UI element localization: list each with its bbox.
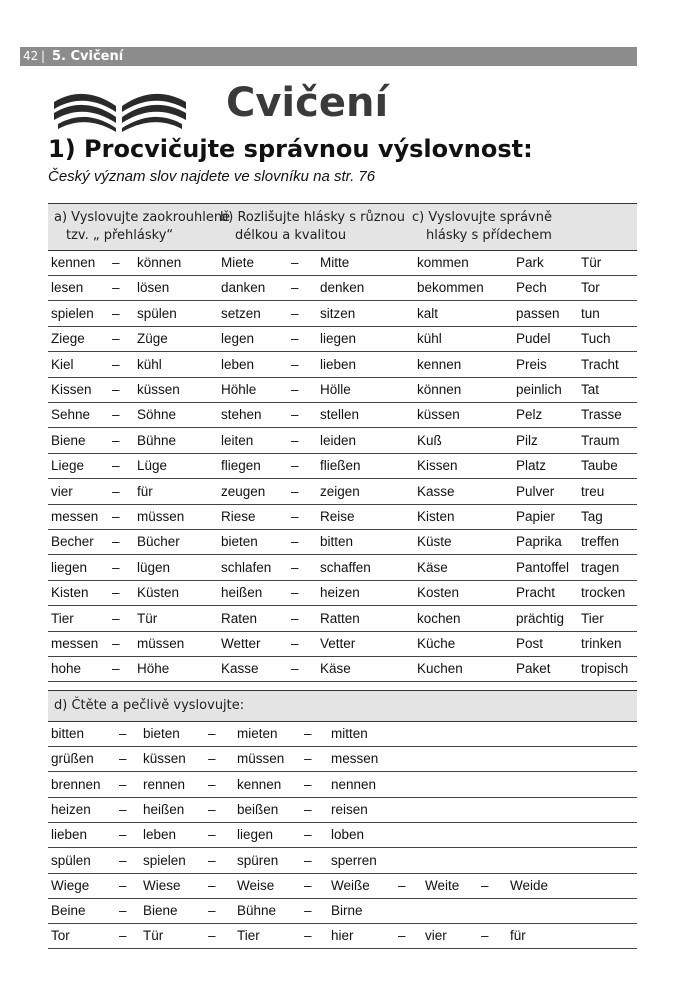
word-cell: leiten [221, 432, 254, 448]
word-cell: sperren [331, 852, 377, 868]
word-cell: mitten [331, 726, 368, 741]
section-bottom-header [48, 690, 637, 722]
table-row [48, 606, 637, 632]
col-b-header-line1: b) Rozlišujte hlásky s různou [220, 210, 405, 225]
dash-separator: – [291, 432, 299, 448]
word-cell: messen [331, 751, 379, 767]
table-row [48, 453, 637, 479]
word-cell: müssen [237, 751, 285, 767]
word-cell: Liege [51, 458, 85, 474]
table-row [48, 402, 637, 428]
dash-separator: – [291, 585, 299, 601]
dash-separator: – [291, 610, 299, 626]
word-cell: tun [581, 305, 600, 321]
header-separator: | [41, 49, 46, 63]
dash-separator: – [112, 509, 120, 524]
word-cell: Pudel [516, 331, 551, 347]
word-cell: kühl [417, 331, 442, 347]
word-cell: Weiße [331, 877, 370, 893]
section-d-heading: d) Čtěte a pečlivě vyslovujte: [54, 698, 245, 713]
dash-separator: – [208, 801, 216, 817]
word-cell: Taube [581, 458, 618, 474]
table-row [48, 656, 637, 682]
table-row [48, 822, 637, 848]
dash-separator: – [291, 559, 299, 575]
word-cell: bieten [221, 534, 258, 550]
word-cell: küssen [143, 751, 186, 767]
word-cell: messen [51, 636, 99, 651]
word-cell: Tür [581, 255, 602, 270]
dash-separator: – [112, 382, 120, 397]
word-cell: müssen [137, 636, 185, 651]
table-row [48, 721, 637, 747]
dash-separator: – [112, 432, 120, 448]
table-row [48, 580, 637, 606]
word-cell: Tier [237, 928, 260, 944]
word-cell: Beine [51, 903, 86, 919]
word-cell: Tier [51, 610, 74, 626]
word-cell: Bücher [137, 534, 180, 550]
word-cell: heißen [143, 801, 185, 817]
dash-separator: – [304, 903, 312, 919]
word-cell: Trasse [581, 407, 622, 423]
dash-separator: – [291, 407, 299, 423]
word-cell: küssen [417, 407, 460, 423]
word-cell: Kiel [51, 356, 74, 372]
word-cell: kommen [417, 255, 469, 270]
table-row [48, 898, 637, 924]
dash-separator: – [112, 610, 120, 626]
word-cell: vier [425, 928, 447, 944]
word-cell: bitten [320, 534, 354, 550]
word-cell: Weide [510, 877, 549, 893]
word-cell: Ratten [320, 610, 360, 626]
word-cell: Biene [51, 432, 86, 448]
word-cell: zeigen [320, 483, 360, 499]
word-cell: legen [221, 331, 255, 347]
word-cell: stehen [221, 407, 262, 423]
word-cell: fliegen [221, 458, 261, 474]
word-cell: Bühne [137, 432, 177, 448]
dash-separator: – [291, 458, 299, 474]
word-cell: messen [51, 509, 99, 524]
dash-separator: – [119, 903, 127, 919]
word-cell: setzen [221, 305, 261, 321]
word-cell: trinken [581, 636, 622, 651]
word-cell: Kasse [221, 661, 259, 677]
word-cell: beißen [237, 801, 279, 817]
word-cell: Kissen [417, 458, 458, 474]
word-cell: leben [143, 827, 177, 843]
word-cell: Tier [581, 610, 604, 626]
word-cell: Wiese [143, 877, 181, 893]
dash-separator: – [119, 877, 127, 893]
dash-separator: – [119, 928, 127, 944]
dash-separator: – [119, 827, 127, 843]
word-cell: Mitte [320, 255, 350, 270]
exercise-subtitle: Český význam slov najdete ve slovníku na str. 76 [48, 168, 376, 185]
word-cell: bekommen [417, 280, 484, 296]
word-cell: schaffen [320, 559, 371, 575]
dash-separator: – [208, 827, 216, 843]
dash-separator: – [112, 356, 120, 372]
word-cell: reisen [331, 801, 368, 817]
word-cell: Pelz [516, 407, 543, 423]
dash-separator: – [304, 928, 312, 944]
word-cell: spülen [51, 852, 91, 868]
word-cell: spielen [143, 852, 186, 868]
dash-separator: – [112, 331, 120, 347]
word-cell: bitten [51, 726, 85, 741]
dash-separator: – [208, 726, 216, 741]
dash-separator: – [291, 636, 299, 651]
word-cell: heizen [51, 801, 91, 817]
table-row [48, 428, 637, 454]
word-cell: liegen [237, 827, 274, 843]
word-cell: prächtig [516, 610, 565, 626]
word-cell: lösen [137, 280, 170, 296]
word-cell: Kosten [417, 585, 460, 601]
dash-separator: – [291, 534, 299, 550]
dash-separator: – [481, 928, 489, 944]
word-cell: peinlich [516, 382, 562, 397]
word-cell: Weise [237, 877, 275, 893]
word-cell: leiden [320, 432, 357, 448]
dash-separator: – [304, 726, 312, 741]
word-cell: Pracht [516, 585, 556, 601]
word-cell: kennen [417, 356, 462, 372]
word-cell: Küsten [137, 585, 180, 601]
word-cell: Züge [137, 331, 168, 347]
word-cell: Papier [516, 509, 556, 524]
word-cell: bieten [143, 726, 180, 741]
word-cell: schlafen [221, 559, 272, 575]
dash-separator: – [208, 903, 216, 919]
dash-separator: – [112, 255, 120, 270]
word-cell: sitzen [320, 305, 356, 321]
page-title: Cvičení [226, 80, 389, 126]
word-cell: brennen [51, 776, 101, 792]
table-row [48, 377, 637, 403]
word-cell: küssen [137, 382, 180, 397]
word-cell: kochen [417, 610, 461, 626]
word-cell: Höhle [221, 382, 257, 397]
word-cell: grüßen [51, 751, 94, 767]
word-cell: Kisten [417, 509, 455, 524]
dash-separator: – [291, 483, 299, 499]
word-cell: Preis [516, 356, 547, 372]
dash-separator: – [304, 801, 312, 817]
word-cell: spielen [51, 305, 94, 321]
word-cell: treu [581, 483, 605, 499]
word-cell: Reise [320, 509, 355, 524]
word-cell: Traum [581, 432, 620, 448]
dash-separator: – [112, 483, 120, 499]
word-cell: Biene [143, 903, 178, 919]
exercise-heading: 1) Procvičujte správnou výslovnost: [48, 135, 533, 163]
word-cell: Kisten [51, 585, 89, 601]
dash-separator: – [208, 751, 216, 767]
word-cell: Pilz [516, 432, 538, 448]
dash-separator: – [291, 661, 299, 677]
word-cell: zeugen [221, 483, 266, 499]
word-cell: lieben [51, 827, 88, 843]
word-cell: Post [516, 636, 544, 651]
table-row [48, 352, 637, 378]
table-row [48, 529, 637, 555]
word-cell: Kasse [417, 483, 455, 499]
dash-separator: – [291, 255, 299, 270]
table-row [48, 873, 637, 899]
word-cell: Käse [320, 661, 351, 677]
word-cell: Birne [331, 903, 363, 919]
dash-separator: – [119, 751, 127, 767]
col-c-header-line1: c) Vyslovujte správně [412, 210, 552, 225]
word-cell: tropisch [581, 661, 629, 677]
word-cell: heißen [221, 585, 263, 601]
word-cell: Höhe [137, 661, 170, 677]
word-cell: können [417, 382, 462, 397]
word-cell: Wetter [221, 636, 261, 651]
dash-separator: – [112, 559, 120, 575]
open-book-icon [50, 82, 190, 134]
word-cell: Kuchen [417, 661, 463, 677]
dash-separator: – [119, 776, 127, 792]
col-b-header-line2: délkou a kvalitou [235, 228, 347, 243]
word-cell: trocken [581, 585, 626, 601]
dash-separator: – [481, 877, 489, 893]
chapter-title: 5. Cvičení [52, 49, 124, 64]
word-cell: Park [516, 255, 544, 270]
dash-separator: – [112, 458, 120, 474]
section-top-header [48, 203, 637, 251]
word-cell: danken [221, 280, 266, 296]
word-cell: Söhne [137, 407, 177, 423]
dash-separator: – [304, 827, 312, 843]
word-cell: Vetter [320, 636, 356, 651]
dash-separator: – [208, 776, 216, 792]
word-cell: Pech [516, 280, 547, 296]
word-cell: müssen [137, 509, 185, 524]
table-row [48, 275, 637, 301]
dash-separator: – [112, 534, 120, 550]
word-cell: hier [331, 928, 354, 944]
word-cell: Kuß [417, 432, 442, 448]
word-cell: kalt [417, 305, 439, 321]
word-cell: rennen [143, 776, 186, 792]
table-row [48, 746, 637, 772]
table-row [48, 555, 637, 581]
dash-separator: – [291, 331, 299, 347]
word-cell: Pulver [516, 483, 555, 499]
word-cell: können [137, 255, 182, 270]
dash-separator: – [112, 407, 120, 423]
dash-separator: – [208, 877, 216, 893]
dash-separator: – [291, 305, 299, 321]
word-cell: spüren [237, 852, 279, 868]
table-row [48, 301, 637, 327]
dash-separator: – [119, 801, 127, 817]
word-cell: Riese [221, 509, 256, 524]
word-cell: Tat [581, 382, 600, 397]
word-cell: lügen [137, 559, 171, 575]
word-cell: Raten [221, 610, 258, 626]
col-a-header-line2: tzv. „ přehlásky“ [66, 228, 174, 243]
word-cell: Tuch [581, 331, 611, 347]
dash-separator: – [112, 305, 120, 321]
dash-separator: – [112, 585, 120, 601]
word-cell: vier [51, 483, 73, 499]
col-c-header-line2: hlásky s přídechem [426, 228, 552, 243]
word-cell: Küste [417, 534, 452, 550]
word-cell: nennen [331, 776, 377, 792]
dash-separator: – [291, 509, 299, 524]
word-cell: lesen [51, 280, 84, 296]
word-cell: stellen [320, 407, 360, 423]
dash-separator: – [291, 356, 299, 372]
word-cell: Wiege [51, 877, 90, 893]
word-cell: passen [516, 305, 560, 321]
dash-separator: – [304, 852, 312, 868]
word-cell: Tür [137, 610, 158, 626]
dash-separator: – [291, 280, 299, 296]
word-cell: Käse [417, 559, 448, 575]
word-cell: liegen [51, 559, 88, 575]
table-row [48, 923, 637, 949]
col-a-header-line1: a) Vyslovujte zaokrouhleně [54, 210, 231, 225]
word-cell: Weite [425, 877, 460, 893]
word-cell: Kissen [51, 382, 92, 397]
dash-separator: – [119, 726, 127, 741]
word-cell: hohe [51, 661, 82, 677]
word-cell: heizen [320, 585, 360, 601]
word-cell: Pantoffel [516, 559, 570, 575]
word-cell: Ziege [51, 331, 85, 347]
dash-separator: – [304, 776, 312, 792]
word-cell: Küche [417, 636, 456, 651]
word-cell: leben [221, 356, 255, 372]
word-cell: Paprika [516, 534, 562, 550]
word-cell: Hölle [320, 382, 351, 397]
dash-separator: – [119, 852, 127, 868]
word-cell: lieben [320, 356, 357, 372]
page-header-bar [20, 47, 637, 66]
table-row [48, 250, 637, 276]
table-row [48, 326, 637, 352]
dash-separator: – [112, 636, 120, 651]
page-number: 42 [23, 49, 39, 63]
table-row [48, 848, 637, 874]
word-cell: denken [320, 280, 365, 296]
word-cell: mieten [237, 726, 278, 741]
dash-separator: – [208, 928, 216, 944]
dash-separator: – [112, 661, 120, 677]
word-cell: Tracht [581, 356, 619, 372]
dash-separator: – [208, 852, 216, 868]
word-cell: Sehne [51, 407, 91, 423]
word-cell: tragen [581, 559, 620, 575]
word-cell: Becher [51, 534, 94, 550]
word-cell: Bühne [237, 903, 277, 919]
word-cell: für [137, 483, 153, 499]
table-row [48, 504, 637, 530]
word-cell: loben [331, 827, 365, 843]
dash-separator: – [398, 877, 406, 893]
word-cell: Platz [516, 458, 547, 474]
dash-separator: – [398, 928, 406, 944]
dash-separator: – [112, 280, 120, 296]
dash-separator: – [304, 877, 312, 893]
table-row [48, 479, 637, 505]
word-cell: treffen [581, 534, 620, 550]
word-cell: spülen [137, 305, 177, 321]
word-cell: für [510, 928, 526, 944]
word-cell: Paket [516, 661, 551, 677]
table-row [48, 772, 637, 798]
word-cell: kennen [237, 776, 282, 792]
word-cell: fließen [320, 458, 361, 474]
word-cell: Lüge [137, 458, 168, 474]
table-row [48, 631, 637, 657]
dash-separator: – [291, 382, 299, 397]
word-cell: kühl [137, 356, 162, 372]
dash-separator: – [304, 751, 312, 767]
word-cell: liegen [320, 331, 357, 347]
word-cell: Tür [143, 928, 164, 944]
word-cell: Tor [581, 280, 600, 296]
table-row [48, 797, 637, 823]
word-cell: Tor [51, 928, 70, 944]
word-cell: Miete [221, 255, 255, 270]
word-cell: kennen [51, 255, 96, 270]
word-cell: Tag [581, 509, 603, 524]
